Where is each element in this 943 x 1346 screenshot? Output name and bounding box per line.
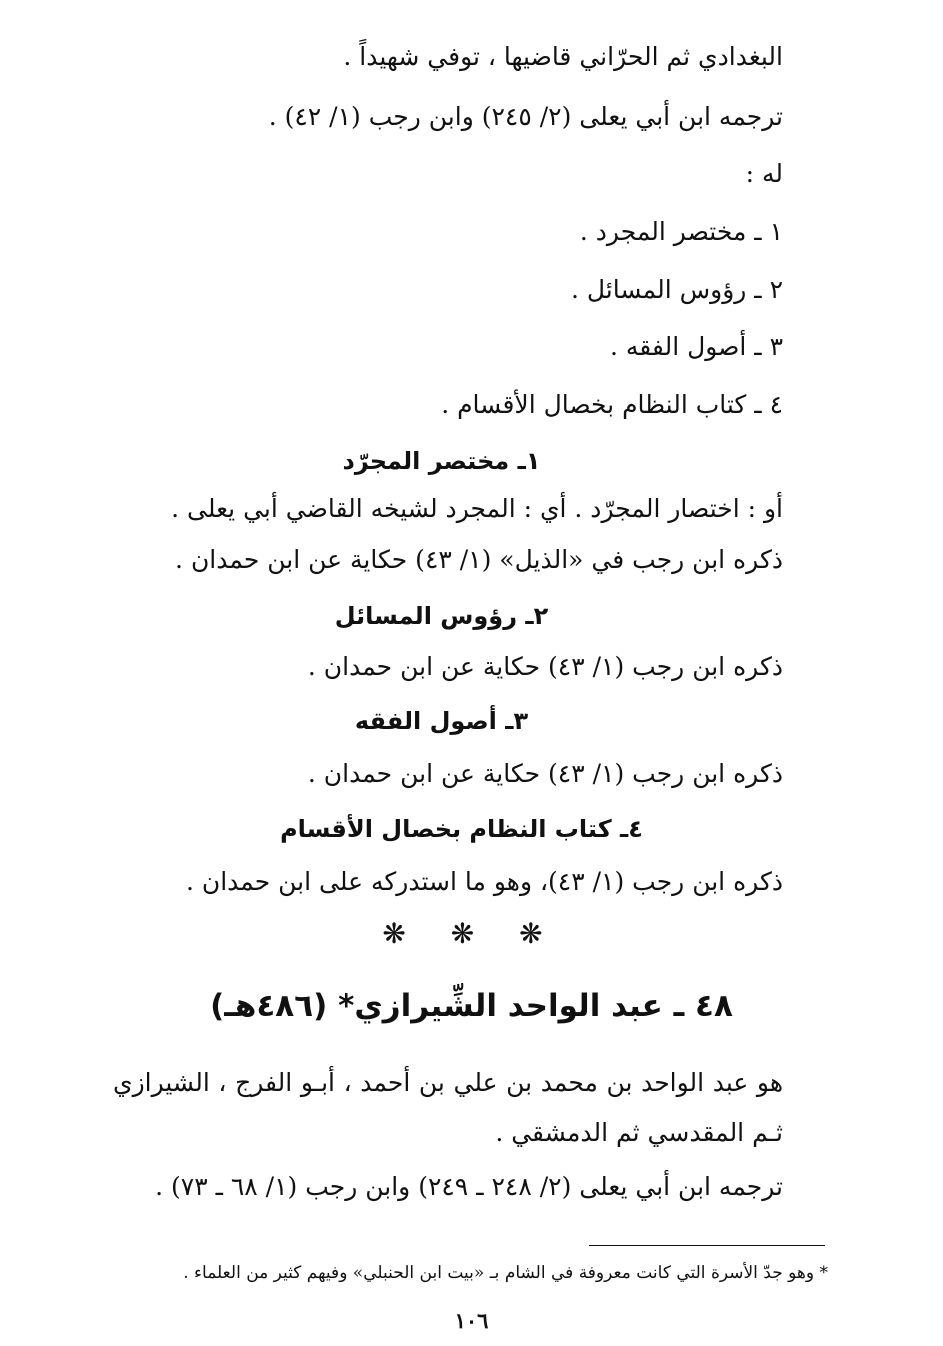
section-heading: ٣ـ أصول الفقه [354,707,529,735]
entry-title: ٤٨ ـ عبد الواحد الشِّيرازي* (٤٨٦هـ) [210,988,733,1024]
text-line: ترجمه ابن أبي يعلى (٢/ ٢٤٥) وابن رجب (١/ ٤٢) . [268,102,783,131]
section-heading: ٤ـ كتاب النظام بخصال الأقسام [280,815,643,843]
section-separator: ❋ ❋ ❋ [382,917,561,950]
entry-paragraph: هو عبد الواحد بن محمد بن علي بن أحمد ، أبـو الفرج ، الشيرازي ثـم المقدسي ثم الدمشقي . [113,1068,783,1147]
footnote: * وهو جدّ الأسرة التي كانت معروفة في الشام بـ «بيت ابن الحنبلي» وفيهم كثير من العلماء . [183,1263,828,1283]
text-line: ترجمه ابن أبي يعلى (٢/ ٢٤٨ ـ ٢٤٩) وابن رجب (١/ ٦٨ ـ ٧٣) . [155,1172,783,1201]
footnote-rule [589,1245,825,1246]
text-line: أو : اختصار المجرّد . أي : المجرد لشيخه القاضي أبي يعلى . [171,494,783,523]
text-line: ذكره ابن رجب (١/ ٤٣) حكاية عن ابن حمدان . [307,759,783,788]
list-item: ٣ ـ أصول الفقه . [609,332,783,361]
section-heading: ١ـ مختصر المجرّد [342,447,541,475]
text-line: ذكره ابن رجب في «الذيل» (١/ ٤٣) حكاية عن ابن حمدان . [175,545,783,574]
text-line: ذكره ابن رجب (١/ ٤٣)، وهو ما استدركه على ابن حمدان . [185,867,783,896]
text-line: البغدادي ثم الحرّاني قاضيها ، توفي شهيداً . [343,42,783,71]
list-item: ١ ـ مختصر المجرد . [579,217,783,246]
list-item: ٤ ـ كتاب النظام بخصال الأقسام . [441,390,783,419]
text-line: له : [745,159,783,188]
list-item: ٢ ـ رؤوس المسائل . [570,275,783,304]
section-heading: ٢ـ رؤوس المسائل [334,602,549,630]
text-line: ذكره ابن رجب (١/ ٤٣) حكاية عن ابن حمدان . [307,652,783,681]
page-number: ١٠٦ [454,1308,489,1333]
